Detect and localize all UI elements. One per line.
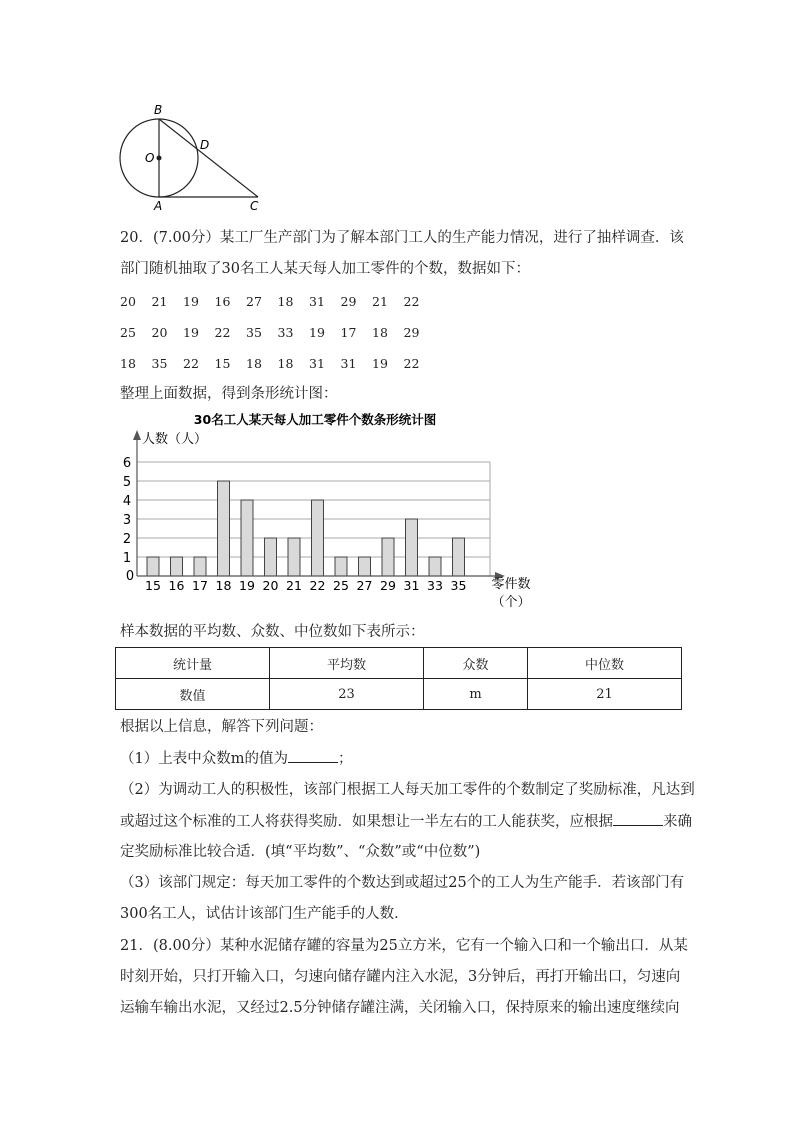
x-tick-label: 15 [145, 578, 161, 593]
origin-label: 0 [125, 569, 135, 584]
question-2-end: 来确 [663, 814, 692, 830]
table-intro: 样本数据的平均数、众数、中位数如下表所示： [120, 624, 425, 640]
data-value: 19 [183, 294, 199, 309]
x-tick-label: 31 [403, 578, 420, 593]
chart-title: 30名工人某天每人加工零件个数条形统计图 [193, 412, 437, 427]
x-tick-label: 17 [192, 578, 208, 593]
bar [453, 538, 465, 576]
secant-bc [159, 119, 258, 197]
data-value: 29 [340, 294, 357, 309]
data-value: 22 [214, 325, 231, 340]
table-cell: 23 [270, 679, 424, 710]
data-value: 31 [309, 356, 325, 371]
bar [147, 557, 159, 576]
x-tick-label: 22 [309, 578, 326, 593]
x-axis-label: 零件数 [491, 577, 531, 592]
table-cell: 21 [527, 679, 681, 710]
question-1-end: ； [337, 751, 353, 767]
x-tick-label: 19 [239, 578, 255, 593]
data-value: 15 [214, 356, 231, 371]
data-row-1 [120, 294, 435, 309]
stats-table [115, 647, 682, 710]
answer-blank[interactable] [288, 748, 338, 763]
data-value: 18 [277, 294, 294, 309]
problem20-intro-line1: 20．(7.00分）某工厂生产部门为了解本部门工人的生产能力情况，进行了抽样调查．该 [120, 230, 684, 246]
table-cell: 中位数 [527, 648, 681, 679]
x-tick-label: 16 [168, 578, 185, 593]
data-value: 25 [120, 325, 136, 340]
data-value: 22 [403, 294, 420, 309]
problem21-line2: 时刻开始，只打开输入口，匀速向储存罐内注入水泥，3分钟后，再打开输出口，匀速向 [120, 969, 681, 985]
question-2-line1: （2）为调动工人的积极性，该部门根据工人每天加工零件的个数制定了奖励标准，凡达到 [120, 782, 695, 798]
table-row [116, 679, 682, 710]
question-2-text: 或超过这个标准的工人将获得奖励．如果想让一半左右的工人能获奖，应根据 [120, 814, 613, 830]
data-value: 33 [277, 325, 294, 340]
data-value: 18 [372, 325, 388, 340]
x-axis-unit: （个） [491, 595, 531, 610]
bar [359, 557, 371, 576]
data-value: 19 [372, 356, 388, 371]
y-tick-label: 2 [122, 532, 132, 547]
answer-intro: 根据以上信息，解答下列问题： [120, 719, 323, 735]
data-value: 20 [120, 294, 136, 309]
question-3-line1: （3）该部门规定：每天加工零件的个数达到或超过25个的工人为生产能手．若该部门有 [120, 875, 685, 891]
data-value: 20 [151, 325, 168, 340]
problem21-line1: 21．(8.00分）某种水泥储存罐的容量为25立方米，它有一个输入口和一个输出口．从某 [120, 938, 688, 954]
data-value: 19 [309, 325, 325, 340]
data-value: 27 [246, 294, 262, 309]
y-tick-label: 3 [122, 513, 132, 528]
data-value: 18 [120, 356, 136, 371]
label-d: D [200, 138, 210, 152]
label-o: O [145, 151, 155, 165]
question-1-text: （1）上表中众数m的值为 [120, 751, 288, 767]
bar [429, 557, 441, 576]
bar [288, 538, 300, 576]
x-tick-label: 25 [333, 578, 349, 593]
data-value: 35 [246, 325, 262, 340]
y-axis-label: 人数（人） [142, 432, 208, 447]
question-1 [120, 748, 352, 769]
label-b: B [154, 103, 163, 117]
x-tick-label: 21 [286, 578, 302, 593]
bar [218, 481, 230, 576]
table-cell: 众数 [424, 648, 528, 679]
question-2-line3: 定奖励标准比较合适．(填“平均数”、“众数”或“中位数”) [120, 844, 481, 860]
data-value: 22 [183, 356, 199, 371]
x-tick-label: 27 [356, 578, 373, 593]
y-tick-label: 6 [122, 456, 132, 471]
problem21-line3: 运输车输出水泥，又经过2.5分钟储存罐注满，关闭输入口，保持原来的输出速度继续向 [120, 1000, 680, 1016]
data-value: 29 [403, 325, 420, 340]
x-tick-label: 29 [380, 578, 396, 593]
y-axis-arrow [133, 430, 141, 440]
x-tick-label: 20 [262, 578, 279, 593]
y-tick-label: 1 [122, 551, 132, 566]
data-value: 21 [151, 294, 168, 309]
data-row-3 [120, 356, 435, 371]
bar [312, 500, 324, 576]
data-value: 19 [183, 325, 199, 340]
center-point [157, 156, 162, 161]
table-header-row [116, 648, 682, 679]
organize-text: 整理上面数据，得到条形统计图： [120, 386, 338, 402]
circle-tangent-figure [110, 100, 270, 215]
bar [171, 557, 183, 576]
bar [194, 557, 206, 576]
bar [241, 500, 253, 576]
bar-chart [115, 408, 545, 613]
problem20-intro-line2: 部门随机抽取了30名工人某天每人加工零件的个数，数据如下： [120, 261, 530, 277]
bar [335, 557, 347, 576]
y-tick-label: 5 [122, 475, 132, 490]
answer-blank[interactable] [613, 811, 663, 826]
x-tick-label: 35 [450, 578, 467, 593]
table-cell: 平均数 [270, 648, 424, 679]
table-cell: 统计量 [116, 648, 270, 679]
table-cell: 数值 [116, 679, 270, 710]
data-value: 16 [214, 294, 231, 309]
question-3-line2: 300名工人，试估计该部门生产能手的人数． [120, 906, 409, 922]
label-c: C [250, 199, 259, 213]
bar [382, 538, 394, 576]
x-tick-label: 18 [215, 578, 232, 593]
data-value: 31 [340, 356, 357, 371]
bar [406, 519, 418, 576]
data-value: 31 [309, 294, 325, 309]
data-value: 21 [372, 294, 388, 309]
data-value: 35 [151, 356, 168, 371]
data-value: 18 [246, 356, 262, 371]
data-value: 22 [403, 356, 420, 371]
data-value: 17 [340, 325, 357, 340]
data-row-2 [120, 325, 435, 340]
question-2-line2 [120, 811, 692, 832]
label-a: A [154, 199, 163, 213]
y-tick-label: 4 [122, 494, 132, 509]
table-cell: m [424, 679, 528, 710]
data-value: 18 [277, 356, 294, 371]
bar [265, 538, 277, 576]
x-tick-label: 33 [427, 578, 443, 593]
